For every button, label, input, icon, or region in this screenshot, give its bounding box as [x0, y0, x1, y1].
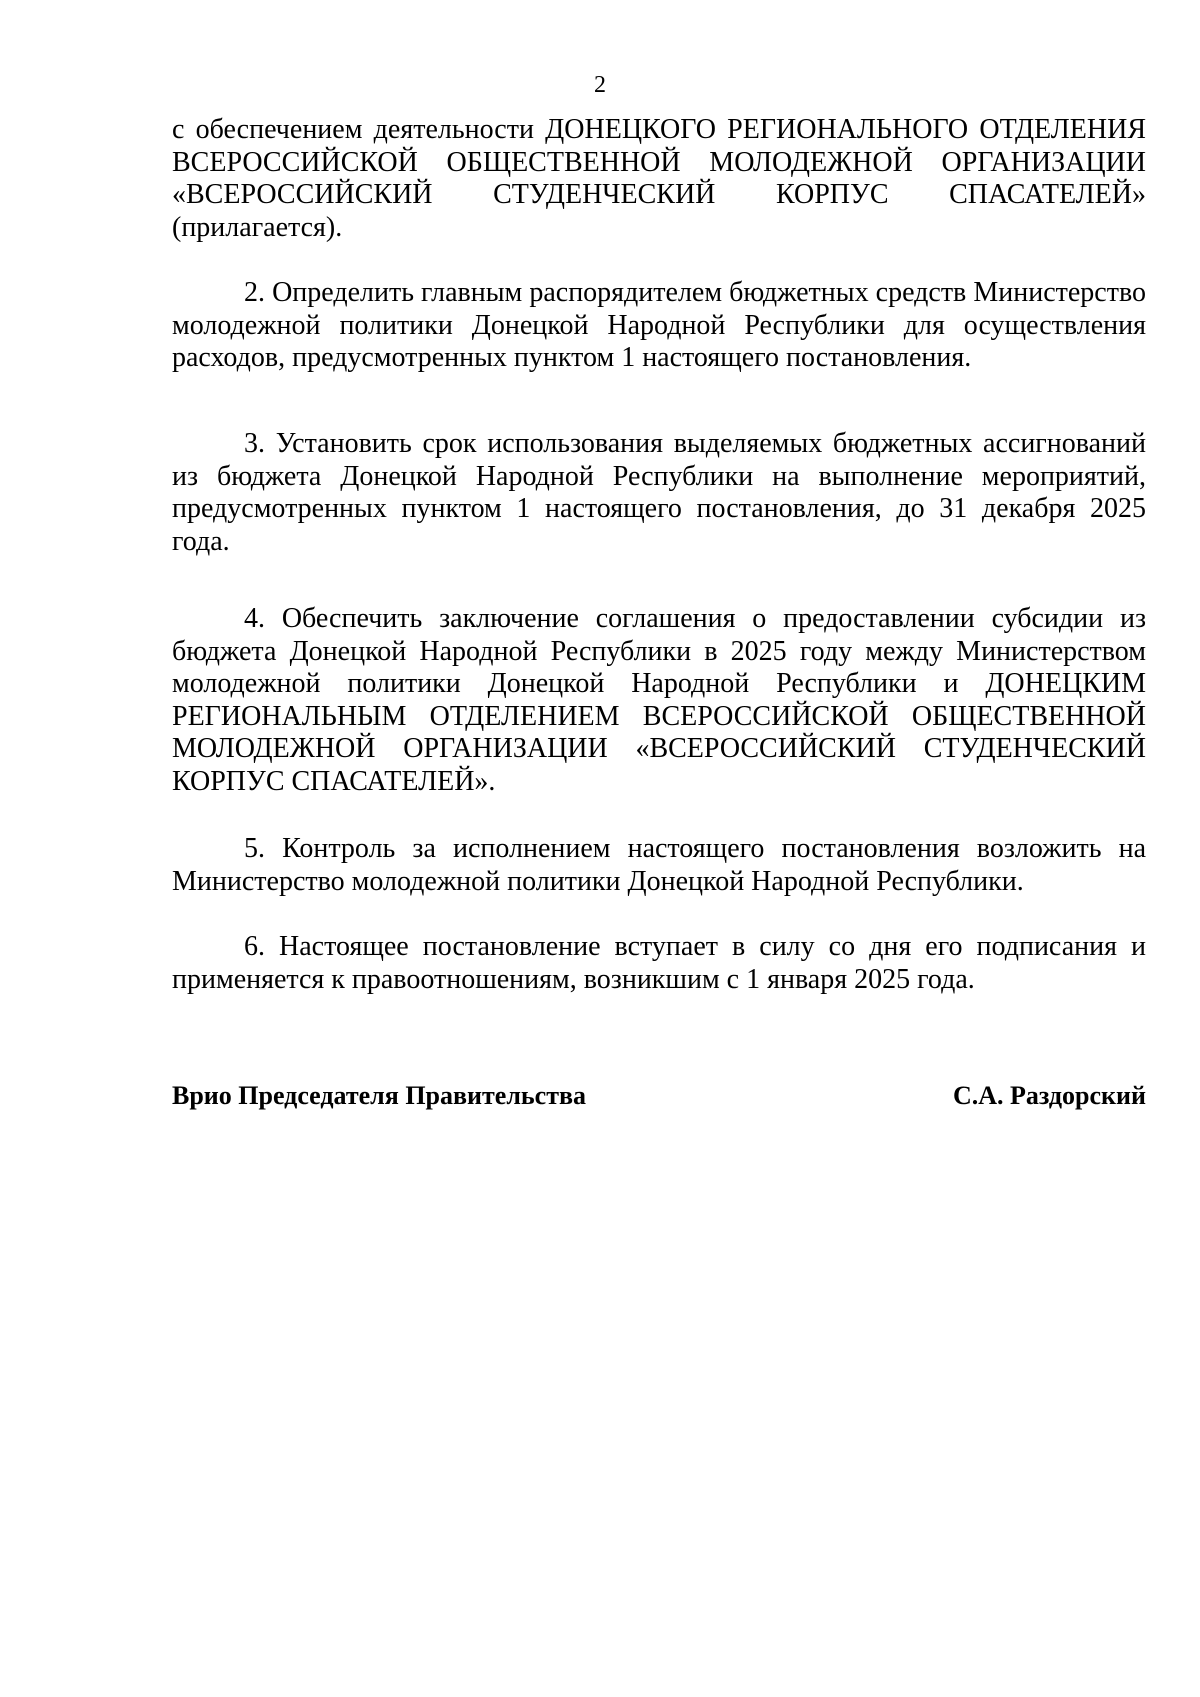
paragraph-item-2-text: 2. Определить главным распорядителем бюджетных средств Министерство молодежной политики Донецкой Народной Республики для осуществления расходов, предусмотренных пунктом 1 настоящего постановления.: [172, 277, 1146, 373]
paragraph-item-2: [172, 277, 1146, 375]
intro-paragraph-text: с обеспечением деятельности ДОНЕЦКОГО РЕГИОНАЛЬНОГО ОТДЕЛЕНИЯ ВСЕРОССИЙСКОЙ ОБЩЕСТВЕННОЙ МОЛОДЕЖНОЙ ОРГАНИЗАЦИИ «ВСЕРОССИЙСКИЙ СТУДЕНЧЕСКИЙ КОРПУС СПАСАТЕЛЕЙ» (прилагается).: [172, 114, 1146, 243]
paragraph-item-3: [172, 428, 1146, 558]
paragraph-item-3-text: 3. Установить срок использования выделяемых бюджетных ассигнований из бюджета Донецкой Народной Республики на выполнение мероприятий, предусмотренных пунктом 1 настоящего постановления, до 31 декабря 2025 года.: [172, 428, 1146, 557]
page-number: 2: [594, 72, 606, 98]
paragraph-item-5-text: 5. Контроль за исполнением настоящего постановления возложить на Министерство молодежной политики Донецкой Народной Республики.: [172, 833, 1146, 897]
intro-paragraph: [172, 114, 1146, 244]
paragraph-item-6: [172, 931, 1146, 996]
paragraph-item-4-text: 4. Обеспечить заключение соглашения о предоставлении субсидии из бюджета Донецкой Народной Республики в 2025 году между Министерством молодежной политики Донецкой Народной Республики и ДОНЕЦКИМ РЕГИОНАЛЬНЫМ ОТДЕЛЕНИЕМ ВСЕРОССИЙСКОЙ ОБЩЕСТВЕННОЙ МОЛОДЕЖНОЙ ОРГАНИЗАЦИИ «ВСЕРОССИЙСКИЙ СТУДЕНЧЕСКИЙ КОРПУС СПАСАТЕЛЕЙ».: [172, 603, 1146, 797]
signatory-title: Врио Председателя Правительства: [172, 1081, 587, 1110]
signatory-name: С.А. Раздорский: [952, 1081, 1146, 1110]
paragraph-item-6-text: 6. Настоящее постановление вступает в силу со дня его подписания и применяется к правоотношениям, возникшим с 1 января 2025 года.: [172, 931, 1146, 995]
paragraph-item-4: [172, 603, 1146, 798]
paragraph-item-5: [172, 833, 1146, 898]
signature-block: [172, 1078, 1146, 1118]
